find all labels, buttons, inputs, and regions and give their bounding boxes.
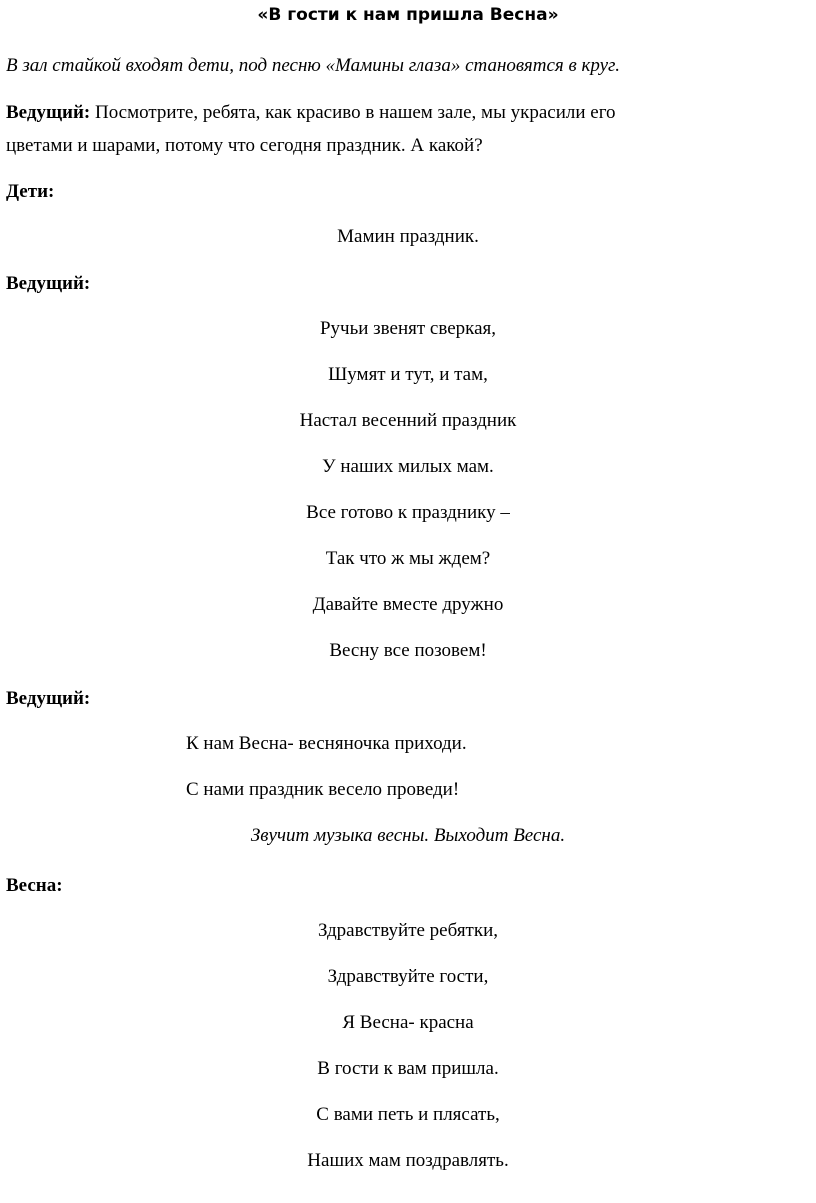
verse-line: Давайте вместе дружно — [312, 594, 504, 615]
paragraph-host-1-line-1 — [6, 96, 616, 129]
verse-line: Наших мам поздравлять. — [307, 1150, 509, 1171]
verse-line: Я Весна- красна — [342, 1012, 474, 1033]
verse-line: Шумят и тут, и там, — [328, 364, 488, 385]
verse-line: Здравствуйте ребятки, — [317, 920, 499, 941]
speaker-label: Ведущий: — [6, 102, 91, 123]
verse-line: В гости к вам пришла. — [317, 1058, 499, 1079]
verse-line: Весну все позовем! — [329, 640, 487, 661]
speaker-host-2: Ведущий: — [6, 273, 91, 294]
verse-line: Ручьи звенят сверкая, — [319, 318, 497, 339]
stage-direction-intro: В зал стайкой входят дети, под песню «Мамины глаза» становятся в круг. — [6, 55, 620, 76]
verse-line: Мамин праздник. — [337, 226, 479, 247]
paragraph-text: Посмотрите, ребята, как красиво в нашем зале, мы украсили его — [90, 102, 616, 123]
verse-line: Так что ж мы ждем? — [325, 548, 491, 569]
verse-line: Все готово к празднику – — [306, 502, 510, 523]
stage-direction-spring: Звучит музыка весны. Выходит Весна. — [250, 825, 566, 846]
document-title: «В гости к нам пришла Весна» — [257, 5, 559, 25]
speaker-children: Дети: — [6, 181, 55, 202]
verse-line: С вами петь и плясать, — [316, 1104, 500, 1125]
verse-line: У наших милых мам. — [322, 456, 494, 477]
verse-line: Здравствуйте гости, — [327, 966, 489, 987]
verse-line: Настал весенний праздник — [299, 410, 517, 431]
paragraph-host-1-line-2: цветами и шарами, потому что сегодня праздник. А какой? — [6, 135, 483, 156]
verse-line: С нами праздник весело проведи! — [186, 779, 460, 800]
speaker-host-3: Ведущий: — [6, 688, 91, 709]
speaker-spring: Весна: — [6, 875, 63, 896]
verse-line: К нам Весна- весняночка приходи. — [186, 733, 467, 754]
